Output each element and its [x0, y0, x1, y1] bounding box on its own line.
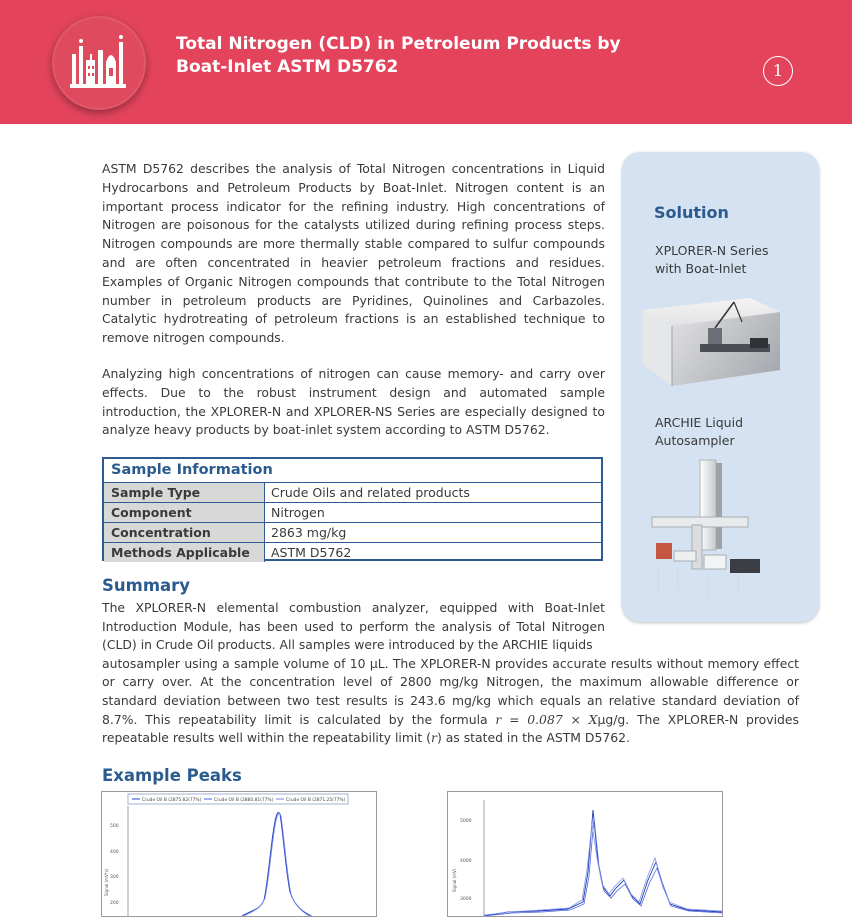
row-key: Methods Applicable [104, 543, 265, 562]
solution-item-1-line-2: with Boat-Inlet [655, 260, 747, 276]
table-title: Sample Information [111, 462, 273, 478]
row-value: 2863 mg/kg [271, 525, 347, 540]
row-key: Sample Type [104, 483, 265, 502]
y-axis-label: Signal (mV*s) [104, 868, 109, 896]
intro-paragraph-2: Analyzing high concentrations of nitrogen can cause memory- and carry over effects. Due to the robust instrument design and automated sample introduction, the XPLORER-N and XPLORER-NS Series are especially designed to analyze heavy products by boat-inlet system according to ASTM D5762. [102, 366, 605, 438]
summary-text [102, 599, 799, 748]
solution-item-1 [655, 242, 769, 277]
y-tick-label: 5000 [460, 819, 472, 824]
row-key: Component [104, 503, 265, 522]
solution-item-2 [655, 414, 743, 449]
example-peaks-heading: Example Peaks [102, 766, 242, 785]
legend-entry-3: Crude Oil B (2871.25(77%) [286, 798, 346, 803]
page-title [176, 33, 621, 79]
legend-entry-2: Crude Oil B (2880.81(77%) [214, 798, 274, 803]
summary-narrow-text: The XPLORER-N elemental combustion analyzer, equipped with Boat-Inlet Introduction Module, has been used to perform the analysis of Total Nitrogen (CLD) in Crude Oil products. All samples were introduced by the ARCHIE liquids [102, 600, 605, 653]
summary-text-c: ) as stated in the ASTM D5762. [436, 730, 630, 746]
solution-item-2-line-1: ARCHIE Liquid [655, 415, 744, 430]
y-tick-label: 400 [110, 850, 119, 855]
refinery-icon [68, 34, 130, 92]
table-row [104, 502, 601, 522]
intro-paragraph-1: ASTM D5762 describes the analysis of Total Nitrogen concentrations in Liquid Hydrocarbons and Petroleum Products by Boat-Inlet. Nitrogen content is an important process indicator for the refining industry. High concentrations of Nitrogen are poisonous for the catalysts utilized during refining process steps. Nitrogen compounds are more thermally stable compared to sulfur compounds and are often concentrated in heavier petroleum fractions and residues. Examples of Organic Nitrogen compounds that contribute to the Total Nitrogen number in petroleum products are Pyridines, Quinolines and Carbazoles. Catalytic hydrotreating of petroleum fractions is an established technique to remove nitrogen compounds. [102, 161, 605, 346]
solution-item-1-line-1: XPLORER-N Series [655, 243, 769, 258]
formula: r = 0.087 × X [495, 711, 598, 727]
row-value: Crude Oils and related products [271, 485, 470, 500]
summary-heading: Summary [102, 576, 191, 595]
solution-panel [622, 152, 819, 622]
table-row [104, 482, 601, 502]
y-tick-label: 4000 [460, 859, 472, 864]
peak-chart-1 [101, 791, 377, 917]
archie-autosampler-image [648, 455, 778, 605]
summary-text-b: µg/g. The XPLORER-N provides repeatable results well within the repeatability limit ( [102, 711, 799, 746]
y-tick-label: 3000 [460, 897, 472, 902]
header-banner [0, 0, 852, 124]
solution-title: Solution [654, 203, 729, 222]
logo-badge [52, 16, 146, 110]
summary-text-a: autosampler using a sample volume of 10 µL. The XPLORER-N provides accurate results without memory effect or carry over. At the concentration level of 2800 mg/kg Nitrogen, the maximum allowable difference or standard deviation between two test results is 243.6 mg/kg which equals an relative standard deviation of 8.7%. This repeatability limit is calculated by the formula [102, 655, 799, 727]
peak-chart-2 [447, 791, 723, 917]
table-row [104, 542, 601, 562]
title-line-1: Total Nitrogen (CLD) in Petroleum Products by [176, 34, 621, 54]
sample-info-table [102, 457, 603, 561]
y-tick-label: 300 [110, 875, 119, 880]
row-value: ASTM D5762 [271, 545, 352, 560]
r-symbol: r [431, 730, 437, 746]
xplorer-instrument-image [630, 292, 790, 392]
legend-entry-1: Crude Oil B (2875.82(77%) [142, 798, 202, 803]
page-number: 1 [763, 56, 793, 86]
y-axis-label: Signal (mV) [452, 868, 457, 892]
y-tick-label: 500 [110, 824, 119, 829]
table-row [104, 522, 601, 542]
row-value: Nitrogen [271, 505, 325, 520]
row-key: Concentration [104, 523, 265, 542]
y-tick-label: 200 [110, 901, 119, 906]
title-line-2: Boat-Inlet ASTM D5762 [176, 57, 399, 77]
solution-item-2-line-2: Autosampler [655, 432, 735, 448]
